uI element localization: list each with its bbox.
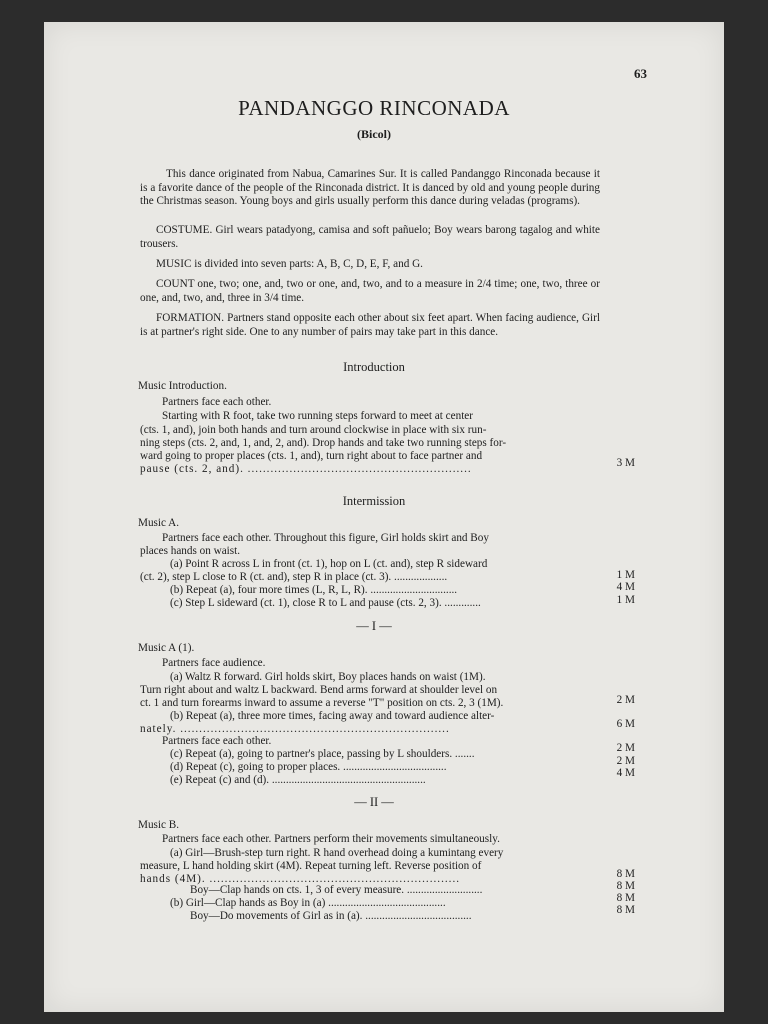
measure-count: 2 M: [616, 755, 635, 767]
instruction-line: ning steps (cts. 2, and, 1, and, 2, and). Drop hands and take two running steps for-: [140, 437, 507, 449]
count-paragraph: COUNT one, two; one, and, two or one, and, two, and to a measure in 2/4 time; one, two, three or one, and, two, and, three in 3/4 time.: [140, 278, 600, 304]
instruction-line: hands (4M). ..................................................................: [140, 873, 461, 885]
instruction-line: pause (cts. 2, and). ...........................................................: [140, 463, 472, 475]
measure-count: 4 M: [616, 767, 635, 779]
instruction-line: (a) Waltz R forward. Girl holds skirt, Boy places hands on waist (1M).: [170, 671, 486, 683]
measure-count: 3 M: [616, 457, 635, 469]
music-paragraph: MUSIC is divided into seven parts: A, B, C, D, E, F, and G.: [156, 258, 423, 270]
instruction-line: (a) Point R across L in front (ct. 1), hop on L (ct. and), step R sideward: [170, 558, 488, 570]
instruction-line: (cts. 1, and), join both hands and turn around clockwise in place with six run-: [140, 424, 487, 436]
measure-count: 8 M: [616, 880, 635, 892]
instruction-line: ward going to proper places (cts. 1, and), turn right about to face partner and: [140, 450, 483, 462]
intermission-heading: Intermission: [342, 494, 406, 508]
instruction-line: (b) Repeat (a), three more times, facing away and toward audience alter-: [170, 710, 495, 722]
instruction-line: places hands on waist.: [140, 545, 241, 557]
origin-paragraph: This dance originated from Nabua, Camarines Sur. It is called Pandanggo Rinconada because it is a favorite dance of the people of the Rinconada district. It is danced by old and young people during the Christmas season. Young boys and girls usually perform this dance during veladas (programs).: [140, 168, 600, 207]
figure-1-music: Music A (1).: [138, 642, 195, 654]
introduction-heading: Introduction: [343, 360, 405, 374]
book-page: [44, 22, 724, 1012]
instruction-line: (b) Repeat (a), four more times (L, R, L, R). ...............................: [170, 584, 458, 596]
instruction-line: Boy—Do movements of Girl as in (a). ......................................: [190, 910, 472, 922]
measure-count: 6 M: [616, 718, 635, 730]
figure-2-heading: — II —: [354, 795, 394, 809]
instruction-line: Partners face each other. Partners perform their movements simultaneously.: [162, 833, 500, 845]
instruction-line: Partners face audience.: [162, 657, 266, 669]
instruction-line: (ct. 2), step L close to R (ct. and), step R in place (ct. 3). ...................: [140, 571, 448, 583]
measure-count: 1 M: [616, 594, 635, 606]
measure-count: 2 M: [616, 694, 635, 706]
instruction-line: Boy—Clap hands on cts. 1, 3 of every measure. ...........................: [190, 884, 483, 896]
measure-count: 8 M: [616, 868, 635, 880]
instruction-line: (c) Repeat (a), going to partner's place, passing by L shoulders. .......: [170, 748, 475, 760]
measure-count: 4 M: [616, 581, 635, 593]
instruction-line: Partners face each other. Throughout this figure, Girl holds skirt and Boy: [162, 532, 489, 544]
figure-2-music: Music B.: [138, 819, 180, 831]
measure-count: 2 M: [616, 742, 635, 754]
instruction-line: nately. .......................................................................: [140, 723, 450, 735]
measure-count: 8 M: [616, 892, 635, 904]
instruction-line: (b) Girl—Clap hands as Boy in (a) ..........................................: [170, 897, 446, 909]
instruction-line: Starting with R foot, take two running steps forward to meet at center: [162, 410, 473, 422]
instruction-line: ct. 1 and turn forearms inward to assume a reverse "T" position on cts. 2, 3 (1M).: [140, 697, 504, 709]
page-number: 63: [634, 66, 647, 81]
intermission-music: Music A.: [138, 517, 180, 529]
costume-paragraph: COSTUME. Girl wears patadyong, camisa and soft pañuelo; Boy wears barong tagalog and white trousers.: [140, 224, 600, 250]
instruction-line: Partners face each other.: [162, 396, 272, 408]
introduction-music: Music Introduction.: [138, 380, 227, 392]
measure-count: 8 M: [616, 904, 635, 916]
instruction-line: Turn right about and waltz L backward. Bend arms forward at shoulder level on: [140, 684, 498, 696]
instruction-line: Partners face each other.: [162, 735, 272, 747]
measure-count: 1 M: [616, 569, 635, 581]
instruction-line: (d) Repeat (c), going to proper places. .....................................: [170, 761, 447, 773]
figure-1-heading: — I —: [356, 619, 392, 633]
formation-paragraph: FORMATION. Partners stand opposite each other about six feet apart. When facing audience, Girl is at partner's right side. One to any number of pairs may take part in this dance.: [140, 312, 600, 338]
instruction-line: (e) Repeat (c) and (d). .......................................................: [170, 774, 426, 786]
page-title: PANDANGGO RINCONADA: [238, 96, 510, 120]
instruction-line: measure, L hand holding skirt (4M). Repeat turning left. Reverse position of: [140, 860, 482, 872]
instruction-line: (a) Girl—Brush-step turn right. R hand overhead doing a kumintang every: [170, 847, 504, 859]
instruction-line: (c) Step L sideward (ct. 1), close R to L and pause (cts. 2, 3). .............: [170, 597, 481, 609]
page-subtitle: (Bicol): [357, 127, 391, 141]
